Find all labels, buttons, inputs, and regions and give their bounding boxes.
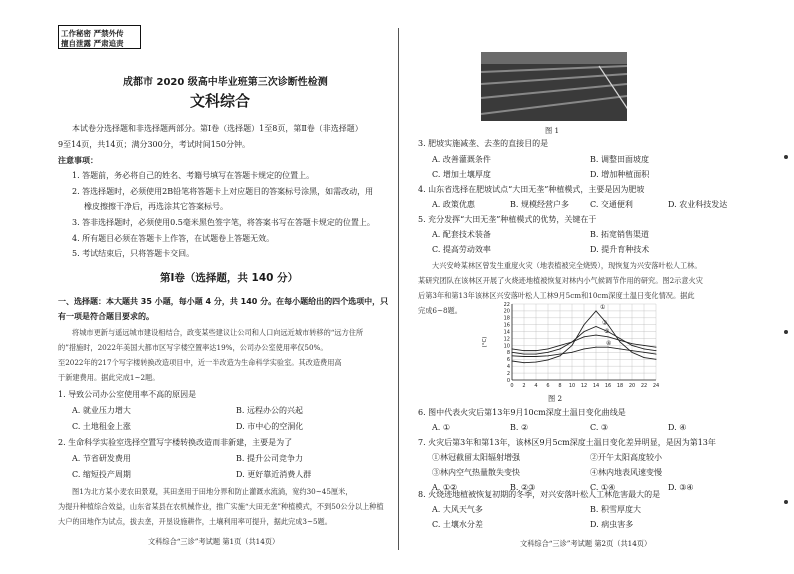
q8-option-b: B. 积雪厚度大 bbox=[590, 505, 641, 514]
series-point bbox=[548, 359, 549, 360]
y-tick-label: 16 bbox=[503, 322, 510, 329]
q8-stem: 8. 火烧迹地植被恢复初期的冬季，对兴安落叶松人工林危害最大的是 bbox=[418, 490, 661, 499]
instructions-line2: 有一项是符合题目要求的。 bbox=[58, 312, 154, 321]
note-item: 4. 所有题目必须在答题卡上作答，在试题卷上答题无效。 bbox=[72, 234, 275, 243]
q4-option-c: C. 交通便利 bbox=[590, 200, 633, 209]
y-tick-label: 22 bbox=[503, 301, 510, 308]
q5-option-d: D. 提升育种技术 bbox=[590, 245, 650, 254]
series-point bbox=[632, 352, 633, 353]
series-point bbox=[524, 362, 525, 363]
q3-option-c: C. 增加土壤厚度 bbox=[432, 170, 491, 179]
stamp-line1: 工作秘密 严禁外传 bbox=[61, 29, 124, 38]
series-point bbox=[632, 350, 633, 351]
series-point bbox=[512, 352, 513, 353]
y-tick-label: 20 bbox=[503, 308, 510, 315]
y-axis-label: (°C) bbox=[482, 336, 488, 348]
confidential-stamp bbox=[58, 25, 141, 49]
note-item: 橡皮擦擦干净后，再选涂其它答案标号。 bbox=[84, 202, 228, 211]
series-point bbox=[620, 342, 621, 343]
series-point bbox=[584, 336, 585, 337]
y-tick-label: 18 bbox=[503, 315, 510, 322]
series-point bbox=[644, 345, 645, 346]
q1-option-c: C. 土地租金上涨 bbox=[72, 422, 131, 431]
x-tick-label: 2 bbox=[522, 383, 526, 389]
y-tick-label: 0 bbox=[506, 377, 510, 384]
series-point bbox=[596, 310, 597, 311]
series-point bbox=[512, 348, 513, 349]
passage1-line: 于新建费用。据此完成1~2题。 bbox=[58, 373, 160, 382]
series-label: ① bbox=[600, 303, 606, 311]
series-point bbox=[536, 350, 537, 351]
series-point bbox=[596, 335, 597, 336]
series-point bbox=[536, 356, 537, 357]
q4-option-d: D. 农业科技发达 bbox=[668, 200, 728, 209]
passage3-line: 完成6~8题。 bbox=[418, 306, 462, 315]
instructions-line1: 一、选择题：本大题共 35 小题，每小题 4 分，共 140 分。在每小题给出的四个选项中，只 bbox=[58, 297, 389, 306]
series-point bbox=[608, 336, 609, 337]
q2-option-d: D. 更好靠近消费人群 bbox=[236, 470, 312, 479]
q4-option-b: B. 规模经营户多 bbox=[510, 200, 569, 209]
series-label: ③ bbox=[604, 328, 610, 336]
q3-option-b: B. 调整田面坡度 bbox=[590, 155, 649, 164]
passage3-line: 大兴安岭某林区曾发生重度火灾（地表植被完全烧毁），现恢复为兴安落叶松人工林。 bbox=[432, 261, 702, 270]
series-point bbox=[572, 342, 573, 343]
note-item: 2. 答选择题时，必须使用2B铅笔将答题卡上对应题目的答案标号涂黑，如需改动，用 bbox=[72, 187, 374, 196]
footer-left: 文科综合“三诊”考试题 第1页（共14页） bbox=[148, 537, 280, 546]
fig1-caption: 图 1 bbox=[545, 126, 560, 135]
series-point bbox=[656, 354, 657, 355]
x-tick-label: 6 bbox=[546, 383, 550, 389]
q2-option-c: C. 缩短投产周期 bbox=[72, 470, 131, 479]
x-tick-label: 0 bbox=[510, 383, 514, 389]
note-item: 5. 考试结束后，只将答题卡交回。 bbox=[72, 249, 195, 258]
x-tick-label: 18 bbox=[616, 383, 624, 389]
passage3-line: 某研究团队在该林区开展了火烧迹地植被恢复对林内小气候调节作用的研究。图2示意火灾 bbox=[418, 276, 703, 285]
scan-mark bbox=[784, 155, 788, 159]
q6-option-b: B. ② bbox=[510, 423, 529, 432]
y-tick-label: 2 bbox=[506, 370, 510, 377]
y-tick-label: 6 bbox=[506, 357, 510, 364]
passage3-line: 后第3年和第13年该林区兴安落叶松人工林9月5cm和10cm深度土温日变化情况。据此 bbox=[418, 291, 695, 300]
q7-stem: 7. 火灾后第3年和第13年，该林区9月5cm深度土温日变化差异明显，是因为第13年 bbox=[418, 438, 716, 447]
q8-option-c: C. 土壤水分差 bbox=[432, 520, 483, 529]
series-point bbox=[548, 352, 549, 353]
x-tick-label: 20 bbox=[628, 383, 636, 389]
x-tick-label: 24 bbox=[652, 383, 660, 389]
series-point bbox=[620, 338, 621, 339]
series-point bbox=[656, 350, 657, 351]
series-point bbox=[584, 324, 585, 325]
series-point bbox=[512, 355, 513, 356]
q7-option-a: A. ①② bbox=[432, 483, 458, 492]
notes-heading: 注意事项： bbox=[58, 156, 98, 165]
page-divider bbox=[398, 28, 399, 550]
q7-option-d: D. ③④ bbox=[668, 483, 694, 492]
y-tick-label: 4 bbox=[506, 363, 510, 370]
series-point bbox=[644, 352, 645, 353]
series-point bbox=[644, 348, 645, 349]
q5-option-a: A. 配套技术装备 bbox=[432, 230, 491, 239]
q2-stem: 2. 生命科学实验室选择空置写字楼转换改造而非新建，主要是为了 bbox=[58, 438, 293, 447]
q5-stem: 5. 充分发挥“大田无垄”种植模式的优势，关键在于 bbox=[418, 215, 597, 224]
passage1-line: 的”措施时，2022年美国大都市区写字楼空置率达19%，公司办公室使用率仅50%。 bbox=[58, 343, 328, 352]
q5-option-b: B. 拓宽销售渠道 bbox=[590, 230, 649, 239]
q2-option-b: B. 提升公司竞争力 bbox=[236, 454, 303, 463]
fig2-caption: 图 2 bbox=[548, 394, 563, 403]
soil-temperature-chart bbox=[476, 298, 664, 393]
q3-option-a: A. 改善灌溉条件 bbox=[432, 155, 491, 164]
q3-option-d: D. 增加种植面积 bbox=[590, 170, 650, 179]
q7-option-b: B. ②③ bbox=[510, 483, 536, 492]
scan-mark bbox=[784, 330, 788, 334]
series-point bbox=[560, 348, 561, 349]
q4-stem: 4. 山东省选择在肥坡试点“大田无垄”种植模式，主要是因为肥坡 bbox=[418, 185, 645, 194]
series-point bbox=[656, 359, 657, 360]
q3-stem: 3. 肥坡实施减垄、去垄的直接目的是 bbox=[418, 139, 549, 148]
exam-title: 成都市 2020 级高中毕业班第三次诊断性检测 bbox=[123, 77, 328, 88]
series-point bbox=[584, 331, 585, 332]
q1-option-a: A. 就业压力增大 bbox=[72, 406, 131, 415]
series-point bbox=[548, 355, 549, 356]
x-tick-label: 14 bbox=[592, 383, 600, 389]
q7-item1: ①林冠截留太阳辐射增强 bbox=[432, 453, 520, 462]
series-point bbox=[608, 324, 609, 325]
passage2-line: 图1为北方某小麦农田景观，其田垄用于田地分界和防止灌溉水流淌，宽约30~45厘米， bbox=[72, 487, 353, 496]
y-tick-label: 14 bbox=[503, 329, 510, 336]
note-item: 3. 答非选择题时，必须使用0.5毫米黑色签字笔，将答案书写在答题卡规定的位置上。 bbox=[72, 218, 375, 227]
q6-option-c: C. ③ bbox=[590, 423, 609, 432]
series-point bbox=[560, 355, 561, 356]
scan-mark bbox=[784, 500, 788, 504]
series-label: ② bbox=[602, 319, 608, 327]
q1-stem: 1. 导致公司办公室使用率不高的原因是 bbox=[58, 390, 197, 399]
q6-stem: 6. 图中代表火灾后第13年9月10cm深度土温日变化曲线是 bbox=[418, 408, 626, 417]
x-tick-label: 8 bbox=[558, 383, 562, 389]
x-tick-label: 4 bbox=[534, 383, 538, 389]
series-point bbox=[620, 340, 621, 341]
series-point bbox=[524, 350, 525, 351]
series-point bbox=[596, 326, 597, 327]
series-point bbox=[524, 356, 525, 357]
series-point bbox=[548, 348, 549, 349]
q1-option-d: D. 市中心的空洞化 bbox=[236, 422, 304, 431]
q6-option-d: D. ④ bbox=[668, 423, 687, 432]
series-point bbox=[572, 345, 573, 346]
wheat-field-photo bbox=[481, 52, 627, 121]
series-point bbox=[560, 354, 561, 355]
subject-title: 文科综合 bbox=[190, 92, 251, 110]
series-label: ④ bbox=[606, 340, 612, 348]
section-title: 第Ⅰ卷（选择题，共 140 分） bbox=[160, 272, 299, 284]
stamp-line2: 擅自泄露 严肃追责 bbox=[61, 39, 124, 48]
q6-option-a: A. ① bbox=[432, 423, 451, 432]
series-point bbox=[512, 361, 513, 362]
series-point bbox=[572, 352, 573, 353]
series-point bbox=[536, 362, 537, 363]
passage1-line: 将城市更新与遥远城市建设相结合，政变某些建议让公司和人口向远近城市转移的“远方住所 bbox=[72, 328, 364, 337]
q7-item4: ④林内地表风速变慢 bbox=[590, 468, 662, 477]
series-point bbox=[656, 347, 657, 348]
q7-item2: ②开午太阳高度较小 bbox=[590, 453, 662, 462]
q8-option-d: D. 病虫害多 bbox=[590, 520, 634, 529]
series-point bbox=[560, 345, 561, 346]
intro-line1: 本试卷分选择题和非选择题两部分。第Ⅰ卷（选择题）1至8页，第Ⅱ卷（非选择题） bbox=[72, 124, 363, 133]
x-tick-label: 10 bbox=[568, 383, 576, 389]
q2-option-a: A. 节省研发费用 bbox=[72, 454, 131, 463]
series-point bbox=[620, 348, 621, 349]
y-tick-label: 10 bbox=[503, 343, 510, 350]
q7-option-c: C. ①④ bbox=[590, 483, 616, 492]
note-item: 1. 答题前，务必将自己的姓名、考籍号填写在答题卡规定的位置上。 bbox=[72, 171, 315, 180]
y-tick-label: 8 bbox=[506, 350, 510, 357]
q7-item3: ③林内空气热量散失变快 bbox=[432, 468, 520, 477]
x-tick-label: 16 bbox=[604, 383, 612, 389]
series-point bbox=[632, 345, 633, 346]
passage1-line: 至2022年的217个写字楼转换改造项目中，近一半改造为生命科学实验室。其改造费用高 bbox=[58, 358, 342, 367]
x-tick-label: 12 bbox=[580, 383, 588, 389]
q5-option-c: C. 提高劳动效率 bbox=[432, 245, 491, 254]
x-tick-label: 22 bbox=[640, 383, 648, 389]
series-point bbox=[644, 357, 645, 358]
series-point bbox=[584, 348, 585, 349]
y-tick-label: 12 bbox=[503, 336, 510, 343]
intro-line2: 9至14页，共14页；满分300分，考试时间150分钟。 bbox=[58, 140, 250, 149]
series-point bbox=[524, 354, 525, 355]
footer-right: 文科综合“三诊”考试题 第2页（共14页） bbox=[520, 539, 652, 548]
series-point bbox=[536, 354, 537, 355]
passage2-line: 为提升种植综合效益，山东省某县在农机械作业，推广实施“大田无垄”种植模式，不到50公分以上种植 bbox=[58, 502, 384, 511]
q1-option-b: B. 远程办公的兴起 bbox=[236, 406, 303, 415]
series-point bbox=[632, 343, 633, 344]
q8-option-a: A. 大风天气多 bbox=[432, 505, 483, 514]
passage2-line: 大户的田地作为试点，拔去垄，开垦设施耕作，土壤利用率可提升，据此完成3~5题。 bbox=[58, 517, 332, 526]
series-point bbox=[596, 347, 597, 348]
q4-option-a: A. 政策优惠 bbox=[432, 200, 475, 209]
